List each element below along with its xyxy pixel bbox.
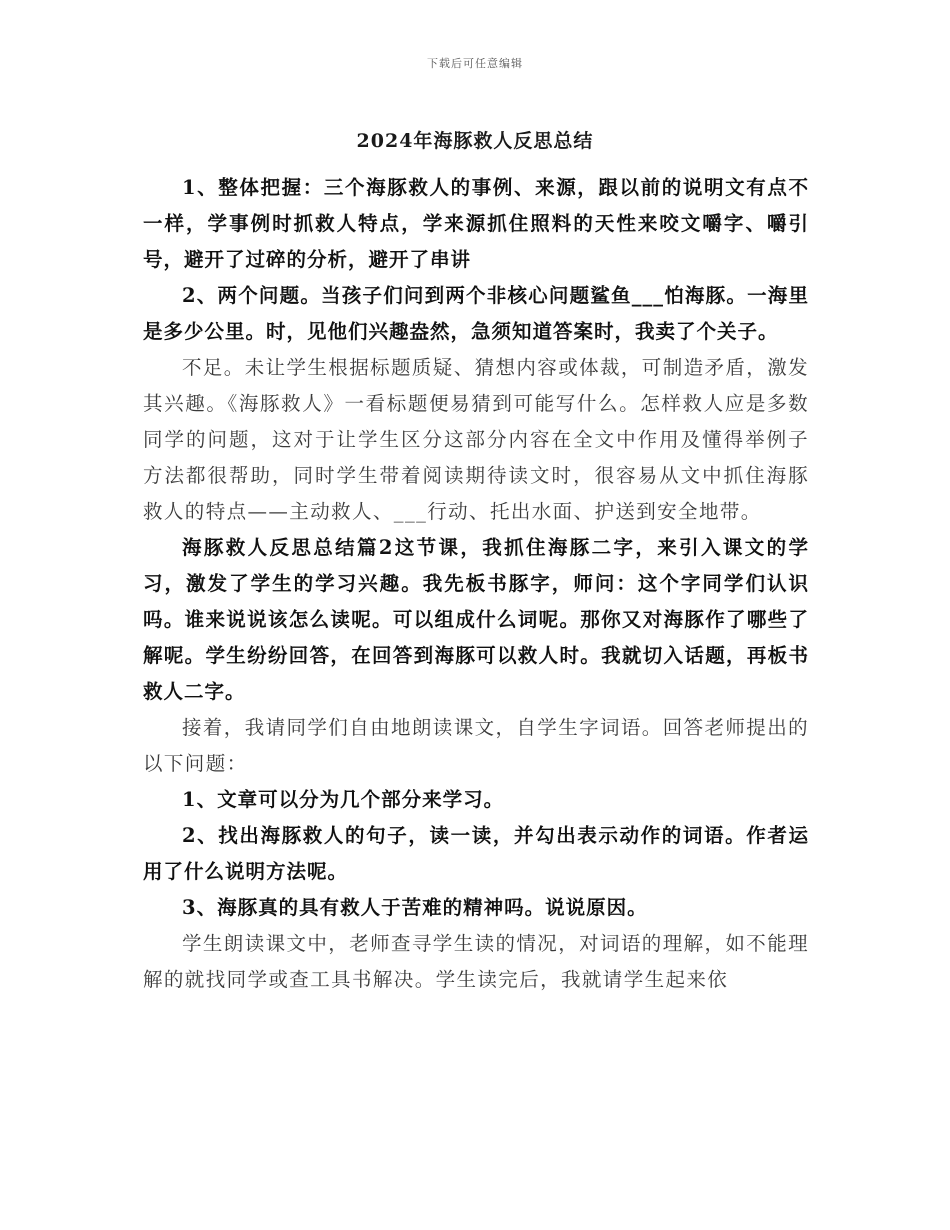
question-item-1: 1、文章可以分为几个部分来学习。 [182, 788, 505, 811]
page-header-note: 下载后可任意编辑 [427, 57, 523, 70]
document-body [143, 170, 809, 998]
paragraph-free-reading: 接着，我请同学们自由地朗读课文，自学生字词语。回答老师提出的以下问题： [143, 716, 810, 775]
paragraph-part-two: 海豚救人反思总结篇2这节课，我抓住海豚二字，来引入课文的学习，激发了学生的学习兴趣。我先板书豚字，师问：这个字同学们认识吗。谁来说说该怎么读呢。可以组成什么词呢。那你又对海豚作了哪些了解呢。学生纷纷回答，在回答到海豚可以救人时。我就切入话题，再板书救人二字。 [143, 536, 809, 703]
question-item-3: 3、海豚真的具有救人于苦难的精神吗。说说原因。 [182, 896, 648, 919]
paragraph-two-questions: 2、两个问题。当孩子们问到两个非核心问题鲨鱼___怕海豚。一海里是多少公里。时，见他们兴趣盎然，急须知道答案时，我卖了个关子。 [143, 284, 809, 343]
question-item-2: 2、找出海豚救人的句子，读一读，并勾出表示动作的词语。作者运用了什么说明方法呢。 [143, 824, 809, 883]
paragraph-shortcomings: 不足。未让学生根据标题质疑、猜想内容或体裁，可制造矛盾，激发其兴趣。《海豚救人》一看标题便易猜到可能写什么。怎样救人应是多数同学的问题，这对于让学生区分这部分内容在全文中作用及懂得举例子方法都很帮助，同时学生带着阅读期待读文时，很容易从文中抓住海豚救人的特点——主动救人、___行动、托出水面、护送到安全地带。 [143, 356, 810, 523]
document-title: 2024年海豚救人反思总结 [356, 130, 594, 152]
paragraph-reading-check: 学生朗读课文中，老师查寻学生读的情况，对词语的理解，如不能理解的就找同学或查工具书解决。学生读完后，我就请学生起来依 [143, 932, 810, 991]
paragraph-overall-grasp: 1、整体把握：三个海豚救人的事例、来源，跟以前的说明文有点不一样，学事例时抓救人特点，学来源抓住照料的天性来咬文嚼字、嚼引号，避开了过碎的分析，避开了串讲 [143, 176, 809, 271]
